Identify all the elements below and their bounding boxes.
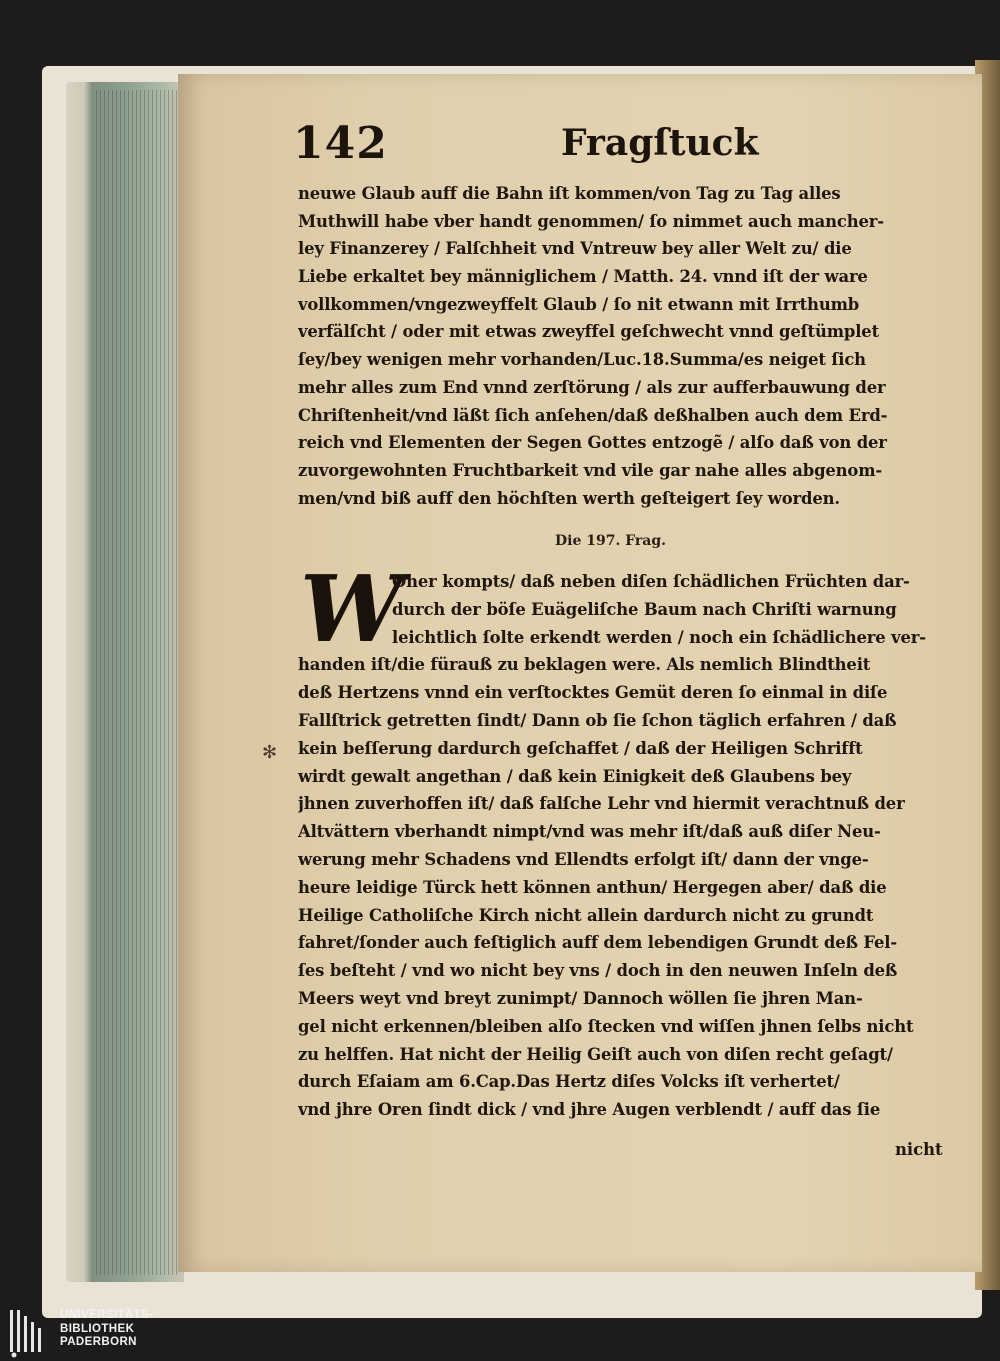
drop-cap-initial: W (300, 555, 404, 663)
text-line: durch der böſe Euägeliſche Baum nach Chriſti warnung (392, 599, 897, 619)
text-line: Muthwill habe vber handt genommen/ ſo nimmet auch mancher- (298, 211, 884, 231)
text-line: leichtlich ſolte erkendt werden / noch ein ſchädlichere ver- (392, 627, 926, 647)
text-line: handen iſt/die fürauß zu beklagen were. Als nemlich Blindtheit (298, 655, 871, 675)
library-logo-line: BIBLIOTHEK (60, 1322, 135, 1335)
page-number: 142 (293, 118, 388, 169)
text-line: reich vnd Elementen der Segen Gottes entzogẽ / alſo daß von der (298, 433, 887, 453)
paragraph-continued (298, 180, 953, 512)
library-logo-line: UNIVERSITÄTS- (60, 1309, 154, 1321)
text-line: durch Eſaiam am 6.Cap.Das Hertz diſes Volcks iſt verhertet/ (298, 1072, 840, 1092)
text-line: jhnen zuverhoffen iſt/ daß falſche Lehr vnd hiermit verachtnuß der (298, 794, 905, 814)
text-line: Meers weyt vnd breyt zunimpt/ Dannoch wöllen ſie jhren Man- (298, 988, 863, 1008)
text-line: Heilige Catholiſche Kirch nicht allein dardurch nicht zu grundt (298, 905, 874, 925)
running-head: Fragſtuck (561, 122, 759, 164)
page-header (293, 118, 953, 178)
text-line: deß Hertzens vnnd ein verſtocktes Gemüt deren ſo einmal in diſe (298, 683, 888, 703)
text-line: vollkommen/vngezweyffelt Glaub / ſo nit etwann mit Irrthumb (298, 294, 860, 314)
text-line: verfälſcht / oder mit etwas zweyffel geſchwecht vnnd geſtümplet (298, 322, 879, 342)
page-edge-lines (96, 90, 180, 1275)
library-logo-line: PADERBORN (60, 1336, 137, 1348)
text-line: mehr alles zum End vnnd zerſtörung / als zur aufferbauwung der (298, 377, 886, 397)
text-line: vnd jhre Oren ſindt dick / vnd jhre Augen verblendt / auff das ſie (298, 1100, 881, 1120)
text-line: werung mehr Schadens vnd Ellendts erfolgt iſt/ dann der vnge- (298, 849, 869, 869)
text-line: Oher kompts/ daß neben diſen ſchädlichen Früchten dar- (392, 572, 910, 591)
text-line: ley Finanzerey / Falſchheit vnd Vntreuw bey aller Welt zu/ die (298, 239, 852, 259)
text-line: Fallſtrick getretten ſindt/ Dann ob ſie ſchon täglich erfahren / daß (298, 710, 897, 730)
text-line: heure leidige Türck hett können anthun/ Hergegen aber/ daß die (298, 877, 887, 897)
text-line: ſey/bey wenigen mehr vorhanden/Luc.18.Summa/es neiget ſich (298, 350, 866, 370)
text-line: Chriſtenheit/vnd läßt ſich anſehen/daß deßhalben auch dem Erd- (298, 405, 888, 425)
library-logo-icon (8, 1308, 48, 1358)
library-logo-text (60, 1309, 153, 1350)
catchword: nicht (895, 1140, 943, 1159)
text-line: wirdt gewalt angethan / daß kein Einigkeit deß Glaubens bey (298, 766, 852, 786)
text-line: neuwe Glaub auff die Bahn iſt kommen/von Tag zu Tag alles (298, 184, 841, 203)
text-line: Liebe erkaltet bey männiglichem / Matth. 24. vnnd iſt der ware (298, 267, 868, 287)
text-line: Altvättern vberhandt nimpt/vnd was mehr iſt/daß auß diſer Neu- (298, 822, 881, 842)
text-line: gel nicht erkennen/bleiben alſo ſtecken vnd wiſſen jhnen ſelbs nicht (298, 1016, 914, 1036)
text-line: zu helffen. Hat nicht der Heilig Geiſt auch von diſen recht geſagt/ (298, 1044, 893, 1064)
text-line: zuvorgewohnten Fruchtbarkeit vnd vile gar nahe alles abgenom- (298, 460, 883, 480)
text-line: ſes beſteht / vnd wo nicht bey vns / doch in den neuwen Inſeln deß (298, 961, 898, 981)
ink-speck: ✻ (262, 742, 278, 763)
section-heading: Die 197. Frag. (555, 533, 667, 549)
paragraph-question (298, 555, 953, 1124)
text-line: men/vnd biß auff den höchſten werth geſteigert ſey worden. (298, 488, 840, 508)
text-line: fahret/ſonder auch feſtiglich auff dem lebendigen Grundt deß Fel- (298, 933, 897, 953)
library-logo (6, 1306, 166, 1358)
text-line: kein beſſerung dardurch geſchaffet / daß der Heiligen Schrifft (298, 738, 863, 758)
